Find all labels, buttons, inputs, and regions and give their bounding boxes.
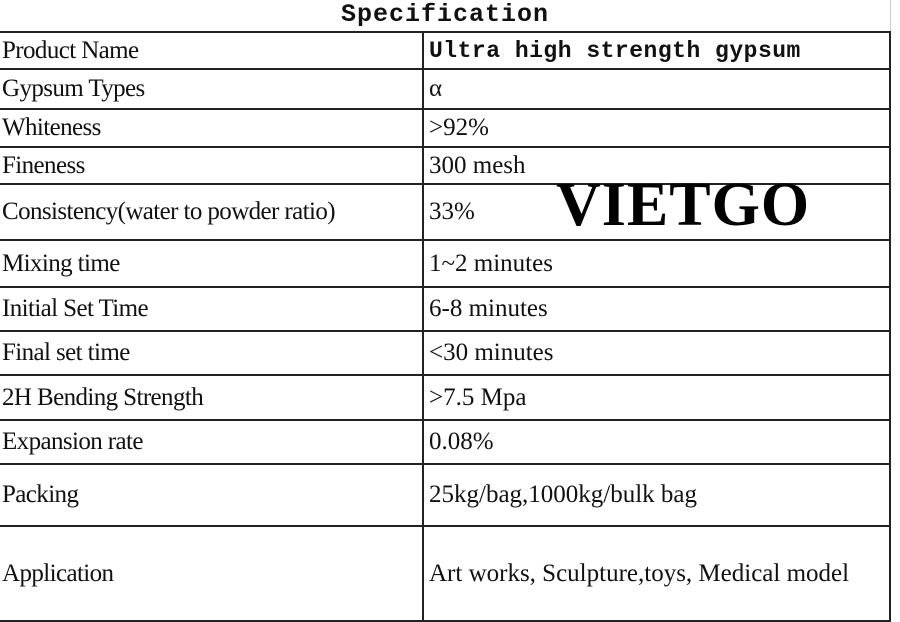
page-title: Specification: [340, 0, 550, 29]
row-label: Packing: [0, 464, 423, 526]
row-value: 300 mesh: [423, 147, 890, 184]
table-row: [0, 331, 890, 375]
row-value: >92%: [423, 109, 890, 147]
row-label: 2H Bending Strength: [0, 375, 423, 420]
row-label: Final set time: [0, 331, 423, 375]
table-row: [0, 375, 890, 420]
row-label: Fineness: [0, 147, 423, 184]
row-label: Mixing time: [0, 240, 423, 287]
row-label: Initial Set Time: [0, 287, 423, 331]
table-row: [0, 240, 890, 287]
table-row: [0, 287, 890, 331]
table-row: [0, 464, 890, 526]
row-label: Consistency(water to powder ratio): [0, 184, 423, 240]
row-label: Whiteness: [0, 109, 423, 147]
row-value: <30 minutes: [423, 331, 890, 375]
table-row: [0, 109, 890, 147]
row-value: 0.08%: [423, 420, 890, 464]
vietgo-watermark: VIETGO: [556, 171, 811, 239]
specification-table: [0, 31, 891, 622]
row-value: 25kg/bag,1000kg/bulk bag: [423, 464, 890, 526]
table-row: [0, 69, 890, 109]
row-label: Product Name: [0, 32, 423, 69]
table-row: [0, 526, 890, 621]
row-label: Expansion rate: [0, 420, 423, 464]
row-value: 33%: [423, 184, 890, 240]
table-row: [0, 420, 890, 464]
row-value: Ultra high strength gypsum: [423, 32, 890, 69]
table-row: [0, 32, 890, 69]
row-value: 1~2 minutes: [423, 240, 890, 287]
row-label: Application: [0, 526, 423, 621]
row-value: Art works, Sculpture,toys, Medical model: [423, 526, 890, 621]
row-value: 6-8 minutes: [423, 287, 890, 331]
row-label: Gypsum Types: [0, 69, 423, 109]
divider: [890, 0, 891, 32]
row-value: α: [423, 69, 890, 109]
row-value: >7.5 Mpa: [423, 375, 890, 420]
